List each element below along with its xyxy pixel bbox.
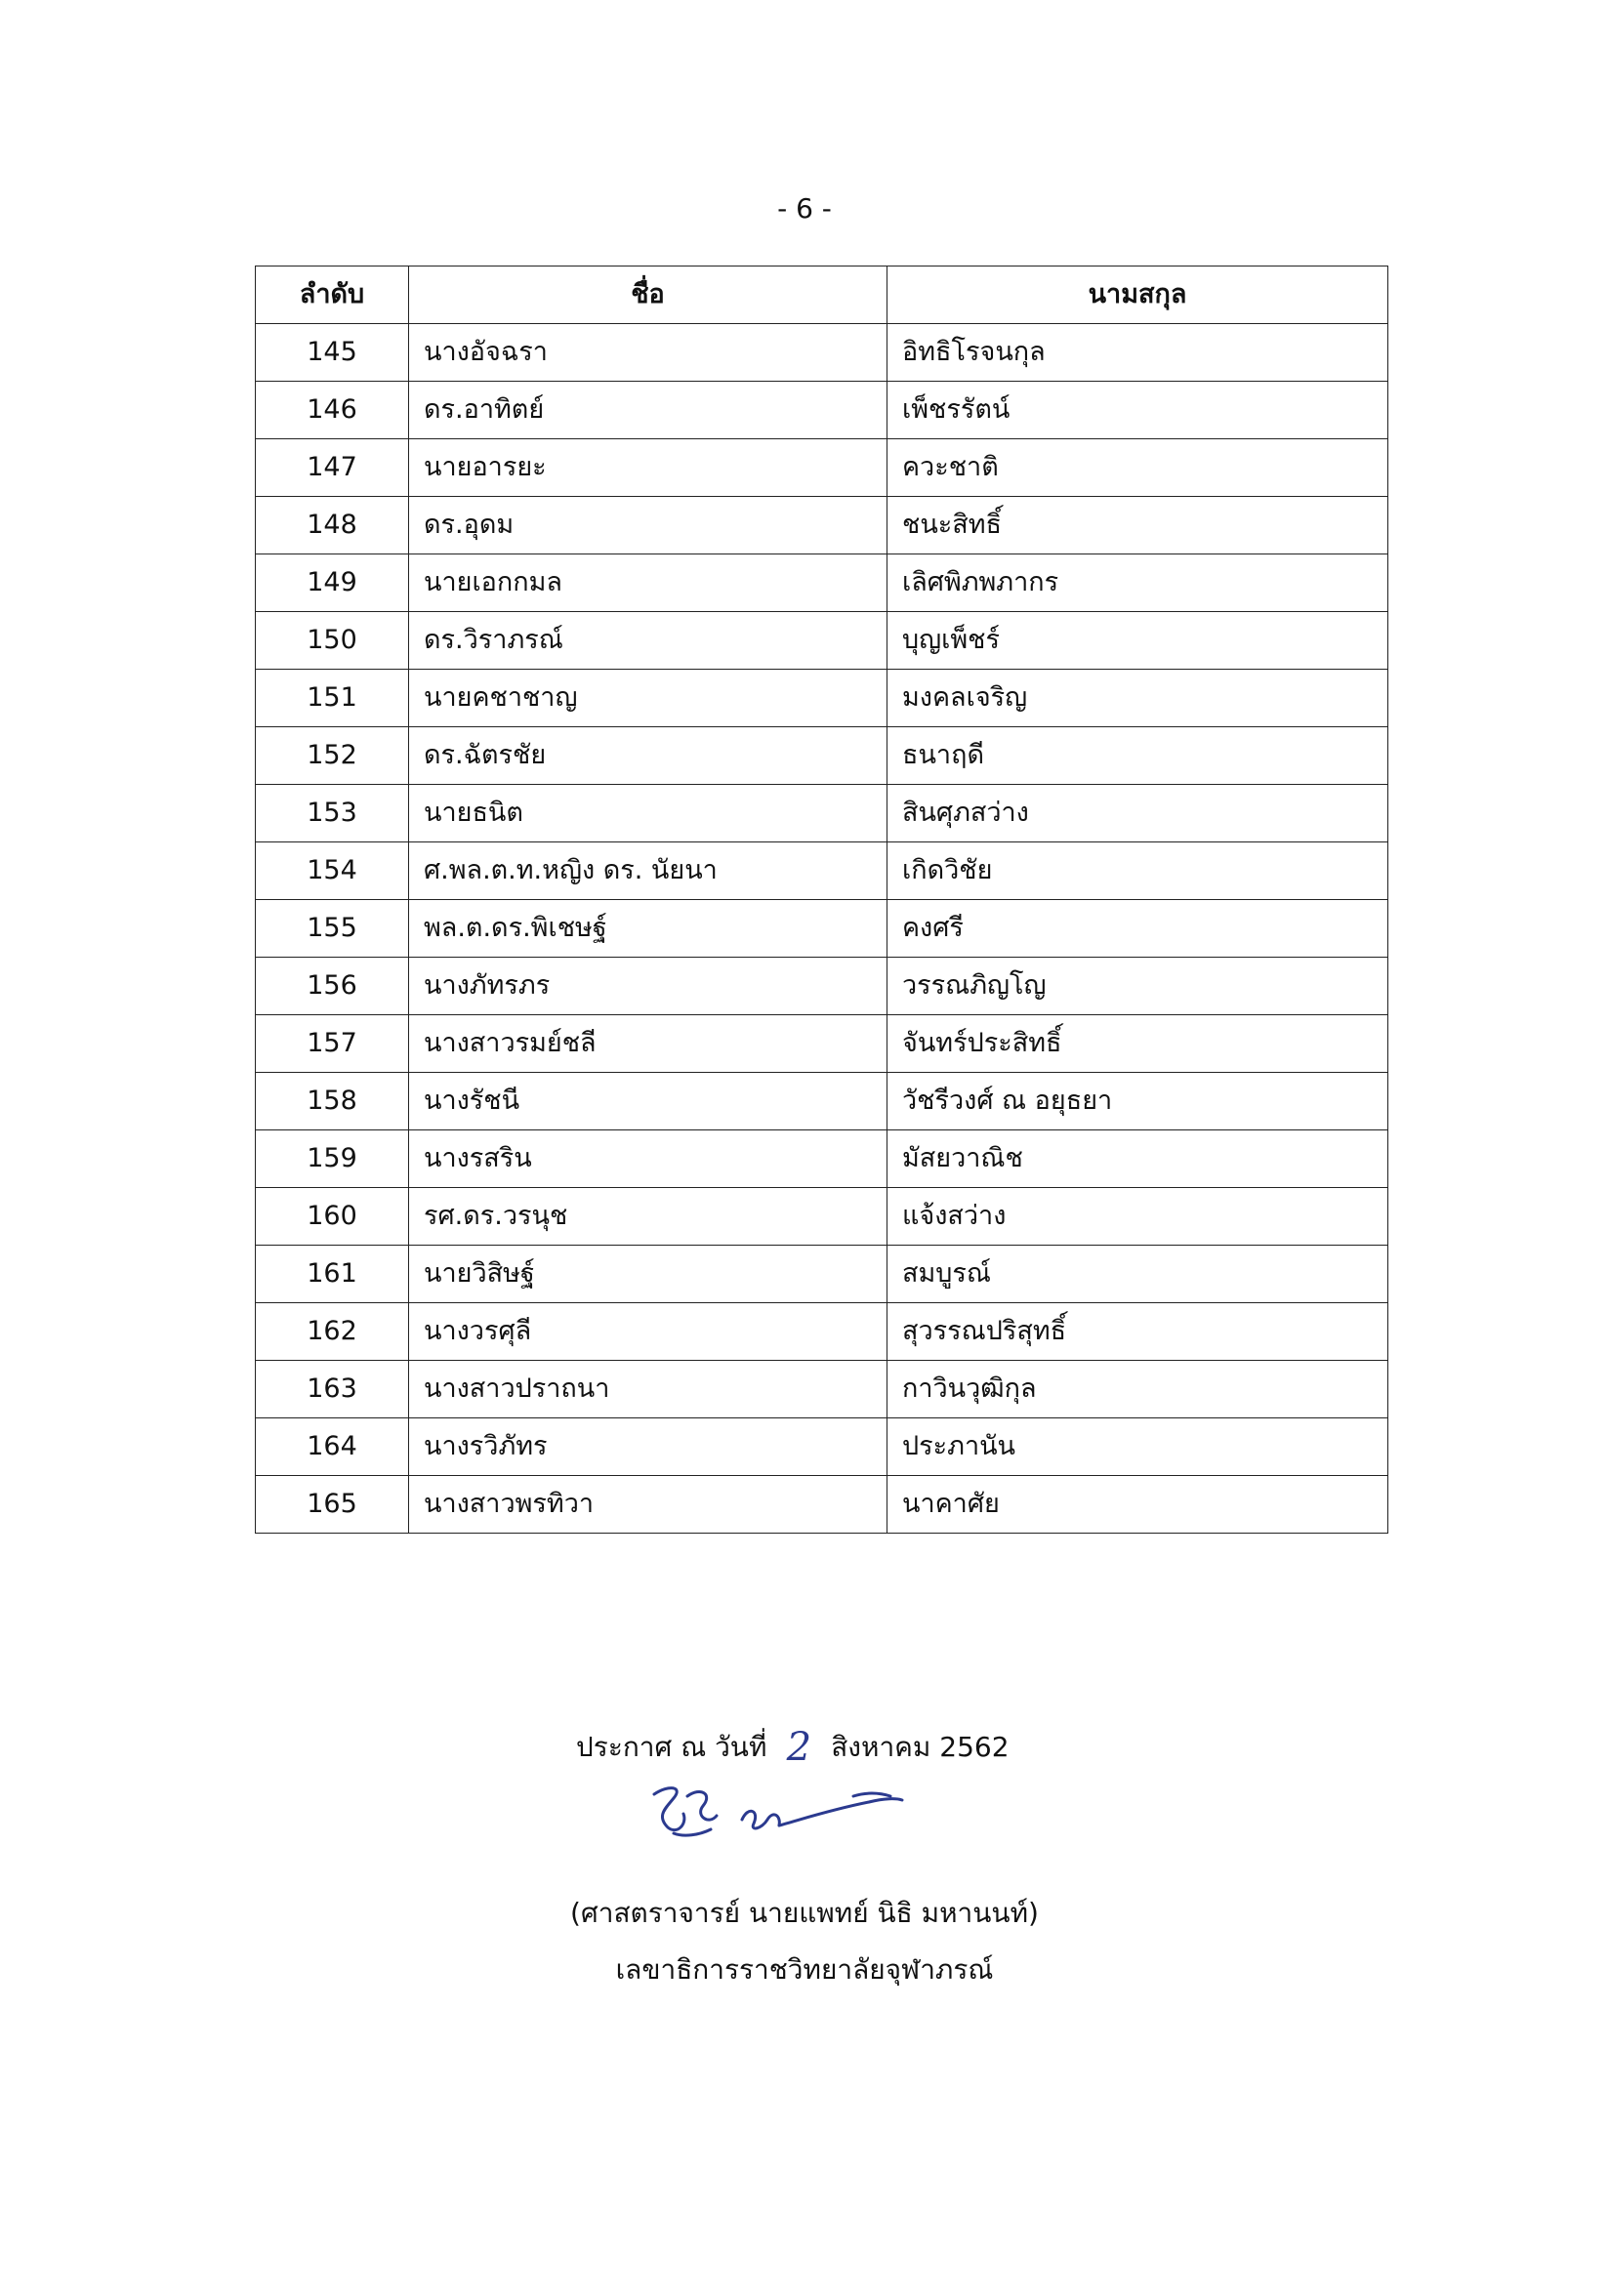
row-last-name: กาวินวุฒิกุล: [887, 1361, 1388, 1418]
announcement-line: [576, 1725, 1010, 1770]
table-row: [256, 554, 1388, 612]
table-row: [256, 670, 1388, 727]
row-number: 150: [256, 612, 409, 670]
row-last-name: มงคลเจริญ: [887, 670, 1388, 727]
row-number: 145: [256, 324, 409, 382]
announcement-month-year: สิงหาคม 2562: [831, 1731, 1010, 1763]
row-number: 157: [256, 1015, 409, 1073]
table-row: [256, 958, 1388, 1015]
row-number: 159: [256, 1130, 409, 1188]
row-first-name: นางรสริน: [409, 1130, 887, 1188]
table-row: [256, 1073, 1388, 1130]
row-number: 165: [256, 1476, 409, 1534]
row-number: 146: [256, 382, 409, 439]
table-header-row: [256, 266, 1388, 324]
header-last-name: นามสกุล: [887, 266, 1388, 324]
row-number: 148: [256, 497, 409, 554]
row-last-name: เลิศพิภพภากร: [887, 554, 1388, 612]
row-last-name: สมบูรณ์: [887, 1246, 1388, 1303]
table-row: [256, 727, 1388, 785]
table-row: [256, 900, 1388, 958]
announcement-prefix: ประกาศ ณ วันที่: [576, 1731, 767, 1763]
row-number: 156: [256, 958, 409, 1015]
name-list-table: [255, 266, 1388, 1534]
row-first-name: นายวิสิษฐ์: [409, 1246, 887, 1303]
row-last-name: สุวรรณปริสุทธิ์: [887, 1303, 1388, 1361]
announcement-day: 2: [786, 1725, 812, 1770]
table-row: [256, 785, 1388, 842]
row-first-name: ดร.วิราภรณ์: [409, 612, 887, 670]
row-last-name: สินศุภสว่าง: [887, 785, 1388, 842]
row-first-name: รศ.ดร.วรนุช: [409, 1188, 887, 1246]
page-number: - 6 -: [777, 192, 832, 225]
table-row: [256, 1130, 1388, 1188]
table-row: [256, 842, 1388, 900]
row-first-name: นางรวิภัทร: [409, 1418, 887, 1476]
row-number: 152: [256, 727, 409, 785]
row-last-name: เพ็ชรรัตน์: [887, 382, 1388, 439]
row-number: 154: [256, 842, 409, 900]
row-last-name: วัชรีวงศ์ ณ อยุธยา: [887, 1073, 1388, 1130]
row-last-name: ประภานัน: [887, 1418, 1388, 1476]
row-first-name: นายธนิต: [409, 785, 887, 842]
signer-name: (ศาสตราจารย์ นายแพทย์ นิธิ มหานนท์): [570, 1897, 1039, 1929]
row-first-name: นางอัจฉรา: [409, 324, 887, 382]
table-row: [256, 1361, 1388, 1418]
row-last-name: ชนะสิทธิ์: [887, 497, 1388, 554]
row-number: 161: [256, 1246, 409, 1303]
row-last-name: เกิดวิชัย: [887, 842, 1388, 900]
row-last-name: บุญเพ็ชร์: [887, 612, 1388, 670]
header-order: ลำดับ: [256, 266, 409, 324]
row-first-name: นายเอกกมล: [409, 554, 887, 612]
table-row: [256, 1418, 1388, 1476]
table-row: [256, 1476, 1388, 1534]
row-first-name: ดร.อาทิตย์: [409, 382, 887, 439]
table-body: [256, 324, 1388, 1534]
row-first-name: ศ.พล.ต.ท.หญิง ดร. นัยนา: [409, 842, 887, 900]
row-number: 158: [256, 1073, 409, 1130]
row-number: 147: [256, 439, 409, 497]
row-last-name: มัสยวาณิช: [887, 1130, 1388, 1188]
row-first-name: พล.ต.ดร.พิเชษฐ์: [409, 900, 887, 958]
row-first-name: ดร.ฉัตรชัย: [409, 727, 887, 785]
row-first-name: นางภัทรภร: [409, 958, 887, 1015]
header-first-name: ชื่อ: [409, 266, 887, 324]
table-row: [256, 324, 1388, 382]
table-row: [256, 1303, 1388, 1361]
table-row: [256, 1188, 1388, 1246]
row-last-name: จันทร์ประสิทธิ์: [887, 1015, 1388, 1073]
row-first-name: นางสาวรมย์ชลี: [409, 1015, 887, 1073]
row-last-name: นาคาศัย: [887, 1476, 1388, 1534]
table-row: [256, 497, 1388, 554]
handwritten-signature: [644, 1777, 918, 1855]
row-last-name: ควะชาติ: [887, 439, 1388, 497]
row-first-name: นางวรศุลี: [409, 1303, 887, 1361]
row-first-name: นางสาวพรทิวา: [409, 1476, 887, 1534]
table-row: [256, 382, 1388, 439]
table-row: [256, 439, 1388, 497]
row-number: 163: [256, 1361, 409, 1418]
row-last-name: แจ้งสว่าง: [887, 1188, 1388, 1246]
row-last-name: อิทธิโรจนกุล: [887, 324, 1388, 382]
row-number: 149: [256, 554, 409, 612]
table-row: [256, 1246, 1388, 1303]
row-number: 160: [256, 1188, 409, 1246]
row-first-name: นายอารยะ: [409, 439, 887, 497]
row-first-name: นางสาวปราถนา: [409, 1361, 887, 1418]
table-row: [256, 1015, 1388, 1073]
row-number: 151: [256, 670, 409, 727]
row-last-name: ธนาฤดี: [887, 727, 1388, 785]
row-first-name: ดร.อุดม: [409, 497, 887, 554]
row-number: 162: [256, 1303, 409, 1361]
table-row: [256, 612, 1388, 670]
row-first-name: นายคชาชาญ: [409, 670, 887, 727]
row-last-name: คงศรี: [887, 900, 1388, 958]
row-number: 153: [256, 785, 409, 842]
row-number: 164: [256, 1418, 409, 1476]
row-first-name: นางรัชนี: [409, 1073, 887, 1130]
row-last-name: วรรณภิญโญ: [887, 958, 1388, 1015]
row-number: 155: [256, 900, 409, 958]
signer-title: เลขาธิการราชวิทยาลัยจุฬาภรณ์: [615, 1953, 994, 1986]
